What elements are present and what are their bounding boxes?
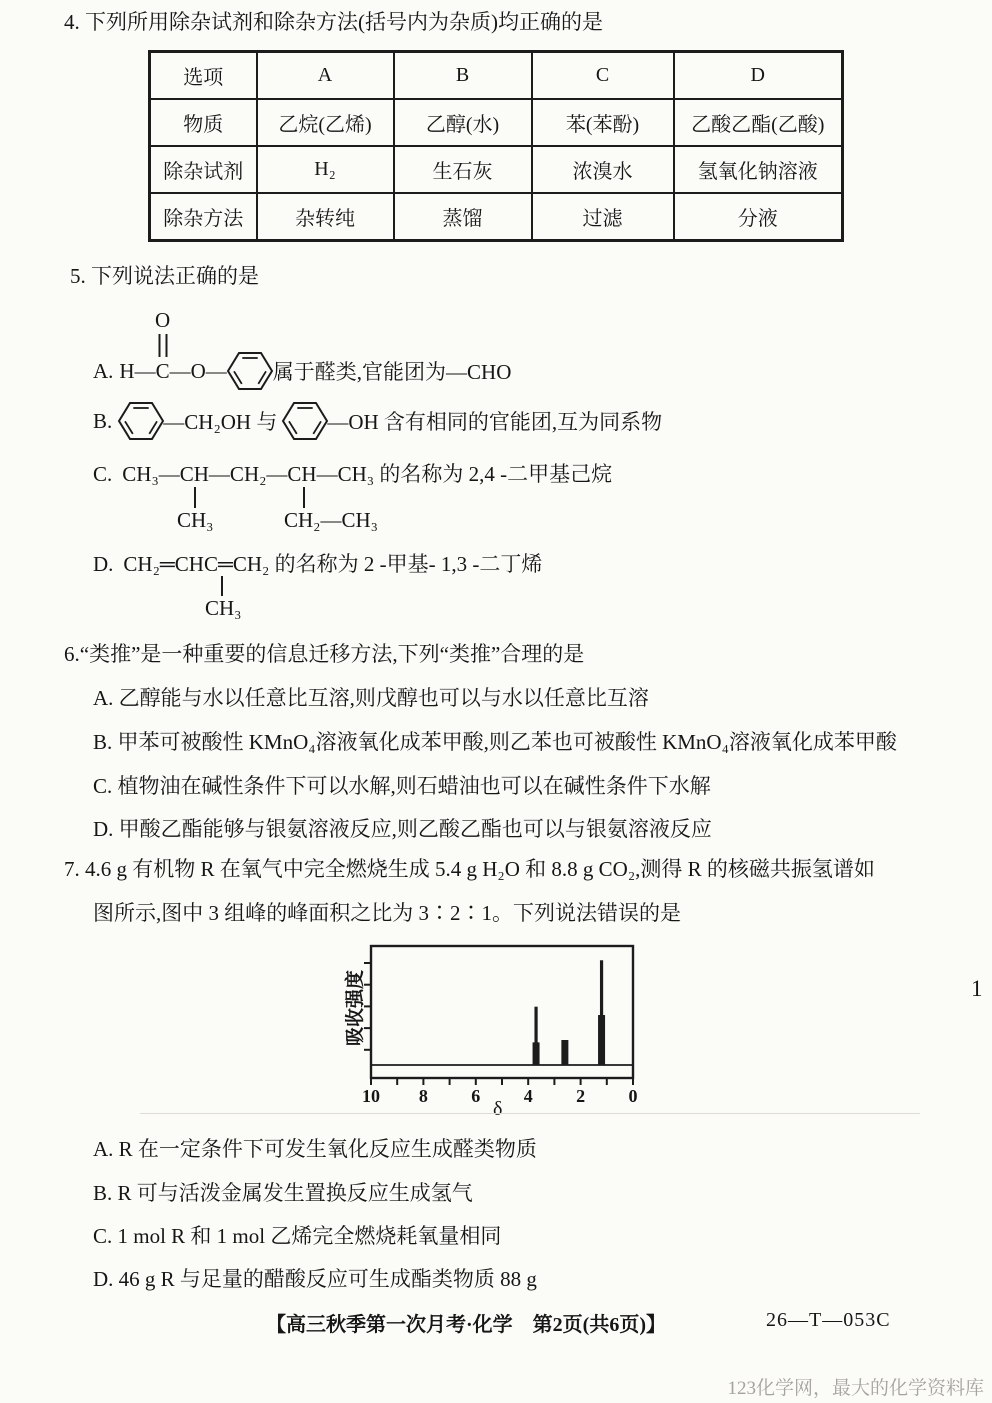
double-bond-icon bbox=[158, 334, 167, 357]
q7-option-c: C. 1 mol R 和 1 mol 乙烯完全燃烧耗氧量相同 bbox=[93, 1224, 502, 1248]
q5-option-a-caption: 属于醛类,官能团为—CHO bbox=[272, 360, 512, 384]
svg-text:4: 4 bbox=[523, 1086, 533, 1106]
benzene-ring-icon bbox=[226, 350, 274, 392]
row-label-cell: 物质 bbox=[150, 99, 257, 146]
q5-option-c-main: CH₃—CH—CH₂—CH—CH₃ 的名称为 2,4 -二甲基己烷 bbox=[122, 462, 613, 486]
table-cell: H₂ bbox=[257, 146, 394, 193]
row-label-cell: 除杂试剂 bbox=[150, 146, 257, 193]
q6-option-a: A. 乙醇能与水以任意比互溶,则戊醇也可以与水以任意比互溶 bbox=[93, 686, 649, 710]
table-cell: 乙烷(乙烯) bbox=[257, 99, 394, 146]
q6-option-b: B. 甲苯可被酸性 KMnO₄溶液氧化成苯甲酸,则乙苯也可被酸性 KMnO₄溶液氧化成苯甲酸 bbox=[93, 730, 897, 754]
q7-option-a: A. R 在一定条件下可发生氧化反应生成醛类物质 bbox=[93, 1137, 537, 1161]
table-header-cell: A bbox=[257, 52, 394, 100]
margin-page-digit: 1 bbox=[971, 976, 983, 1001]
carbonyl-oxygen: O bbox=[155, 307, 171, 332]
q5-option-b-caption: —OH 含有相同的官能团,互为同系物 bbox=[327, 410, 663, 434]
formula-fragment: —CH₂OH 与 bbox=[163, 410, 278, 434]
table-cell: 生石灰 bbox=[394, 146, 532, 193]
q6-stem: 6.“类推”是一种重要的信息迁移方法,下列“类推”合理的是 bbox=[64, 642, 585, 666]
option-label: D. bbox=[93, 552, 114, 576]
q7-option-b: B. R 可与活泼金属发生置换反应生成氢气 bbox=[93, 1181, 473, 1205]
option-label: A. bbox=[93, 358, 114, 383]
q7-option-d: D. 46 g R 与足量的醋酸反应可生成酯类物质 88 g bbox=[93, 1267, 537, 1291]
benzene-ring-icon bbox=[117, 400, 165, 442]
q5-option-c bbox=[93, 458, 913, 543]
table-cell: 乙醇(水) bbox=[394, 99, 532, 146]
q6-option-c: C. 植物油在碱性条件下可以水解,则石蜡油也可以在碱性条件下水解 bbox=[93, 774, 711, 798]
option-label: C. bbox=[93, 462, 113, 486]
q5-option-b bbox=[93, 400, 662, 442]
q5-option-c-substituent: CH₂—CH₃ bbox=[284, 508, 378, 532]
q5-stem: 5. 下列说法正确的是 bbox=[70, 264, 259, 288]
option-label: B. bbox=[93, 408, 113, 433]
table-row bbox=[150, 99, 843, 146]
q5-option-d-substituent: CH₃ bbox=[205, 596, 242, 620]
nmr-chart bbox=[338, 940, 658, 1128]
q7-stem-line1: 7. 4.6 g 有机物 R 在氧气中完全燃烧生成 5.4 g H₂O 和 8.8 g CO₂,测得 R 的核磁共振氢谱如 bbox=[64, 857, 875, 881]
q4-stem: 4. 下列所用除杂试剂和除杂方法(括号内为杂质)均正确的是 bbox=[64, 10, 603, 34]
footer-title: 【高三秋季第一次月考·化学 第2页(共6页)】 bbox=[266, 1314, 666, 1336]
carbonyl-carbon bbox=[155, 307, 171, 384]
formula-fragment: H— bbox=[119, 358, 156, 383]
table-row bbox=[150, 193, 843, 241]
table-header-cell: B bbox=[394, 52, 532, 100]
svg-text:8: 8 bbox=[418, 1086, 428, 1106]
y-axis-label: 吸收强度 bbox=[345, 970, 366, 1047]
q5-option-a bbox=[93, 304, 511, 392]
table-row bbox=[150, 52, 843, 100]
benzene-ring-icon bbox=[281, 400, 329, 442]
formula-fragment: —O— bbox=[169, 358, 227, 383]
svg-text:10: 10 bbox=[362, 1086, 380, 1106]
table-cell: 苯(苯酚) bbox=[532, 99, 674, 146]
q6-option-d: D. 甲酸乙酯能够与银氨溶液反应,则乙酸乙酯也可以与银氨溶液反应 bbox=[93, 817, 712, 841]
table-header-cell: 选项 bbox=[150, 52, 257, 100]
table-cell: 过滤 bbox=[532, 193, 674, 241]
watermark: 123化学网，最大的化学资料库 bbox=[727, 1378, 984, 1399]
single-bond-icon bbox=[194, 487, 196, 508]
svg-text:6: 6 bbox=[471, 1086, 481, 1106]
q7-stem-line2: 图所示,图中 3 组峰的峰面积之比为 3∶2∶1。下列说法错误的是 bbox=[93, 901, 681, 925]
q4-table bbox=[148, 50, 844, 242]
svg-text:2: 2 bbox=[576, 1086, 586, 1106]
q5-option-d-main: CH₂═CHC═CH₂ 的名称为 2 -甲基- 1,3 -二丁烯 bbox=[123, 552, 543, 576]
svg-text:0: 0 bbox=[628, 1086, 638, 1106]
single-bond-icon bbox=[221, 576, 223, 596]
table-cell: 乙酸乙酯(乙酸) bbox=[674, 99, 843, 146]
table-cell: 分液 bbox=[674, 193, 843, 241]
table-row bbox=[150, 146, 843, 193]
table-header-cell: D bbox=[674, 52, 843, 100]
x-axis-label: δ bbox=[493, 1098, 503, 1120]
scan-artifact-line bbox=[140, 1113, 920, 1114]
footer-paper-code: 26—T—053C bbox=[766, 1309, 891, 1331]
row-label-cell: 除杂方法 bbox=[150, 193, 257, 241]
table-cell: 浓溴水 bbox=[532, 146, 674, 193]
table-header-cell: C bbox=[532, 52, 674, 100]
q5-option-d bbox=[93, 548, 913, 628]
formula-fragment: C bbox=[155, 358, 170, 383]
table-cell: 蒸馏 bbox=[394, 193, 532, 241]
q5-option-c-substituent: CH₃ bbox=[177, 508, 214, 532]
table-cell: 杂转纯 bbox=[257, 193, 394, 241]
single-bond-icon bbox=[303, 487, 305, 508]
table-cell: 氢氧化钠溶液 bbox=[674, 146, 843, 193]
